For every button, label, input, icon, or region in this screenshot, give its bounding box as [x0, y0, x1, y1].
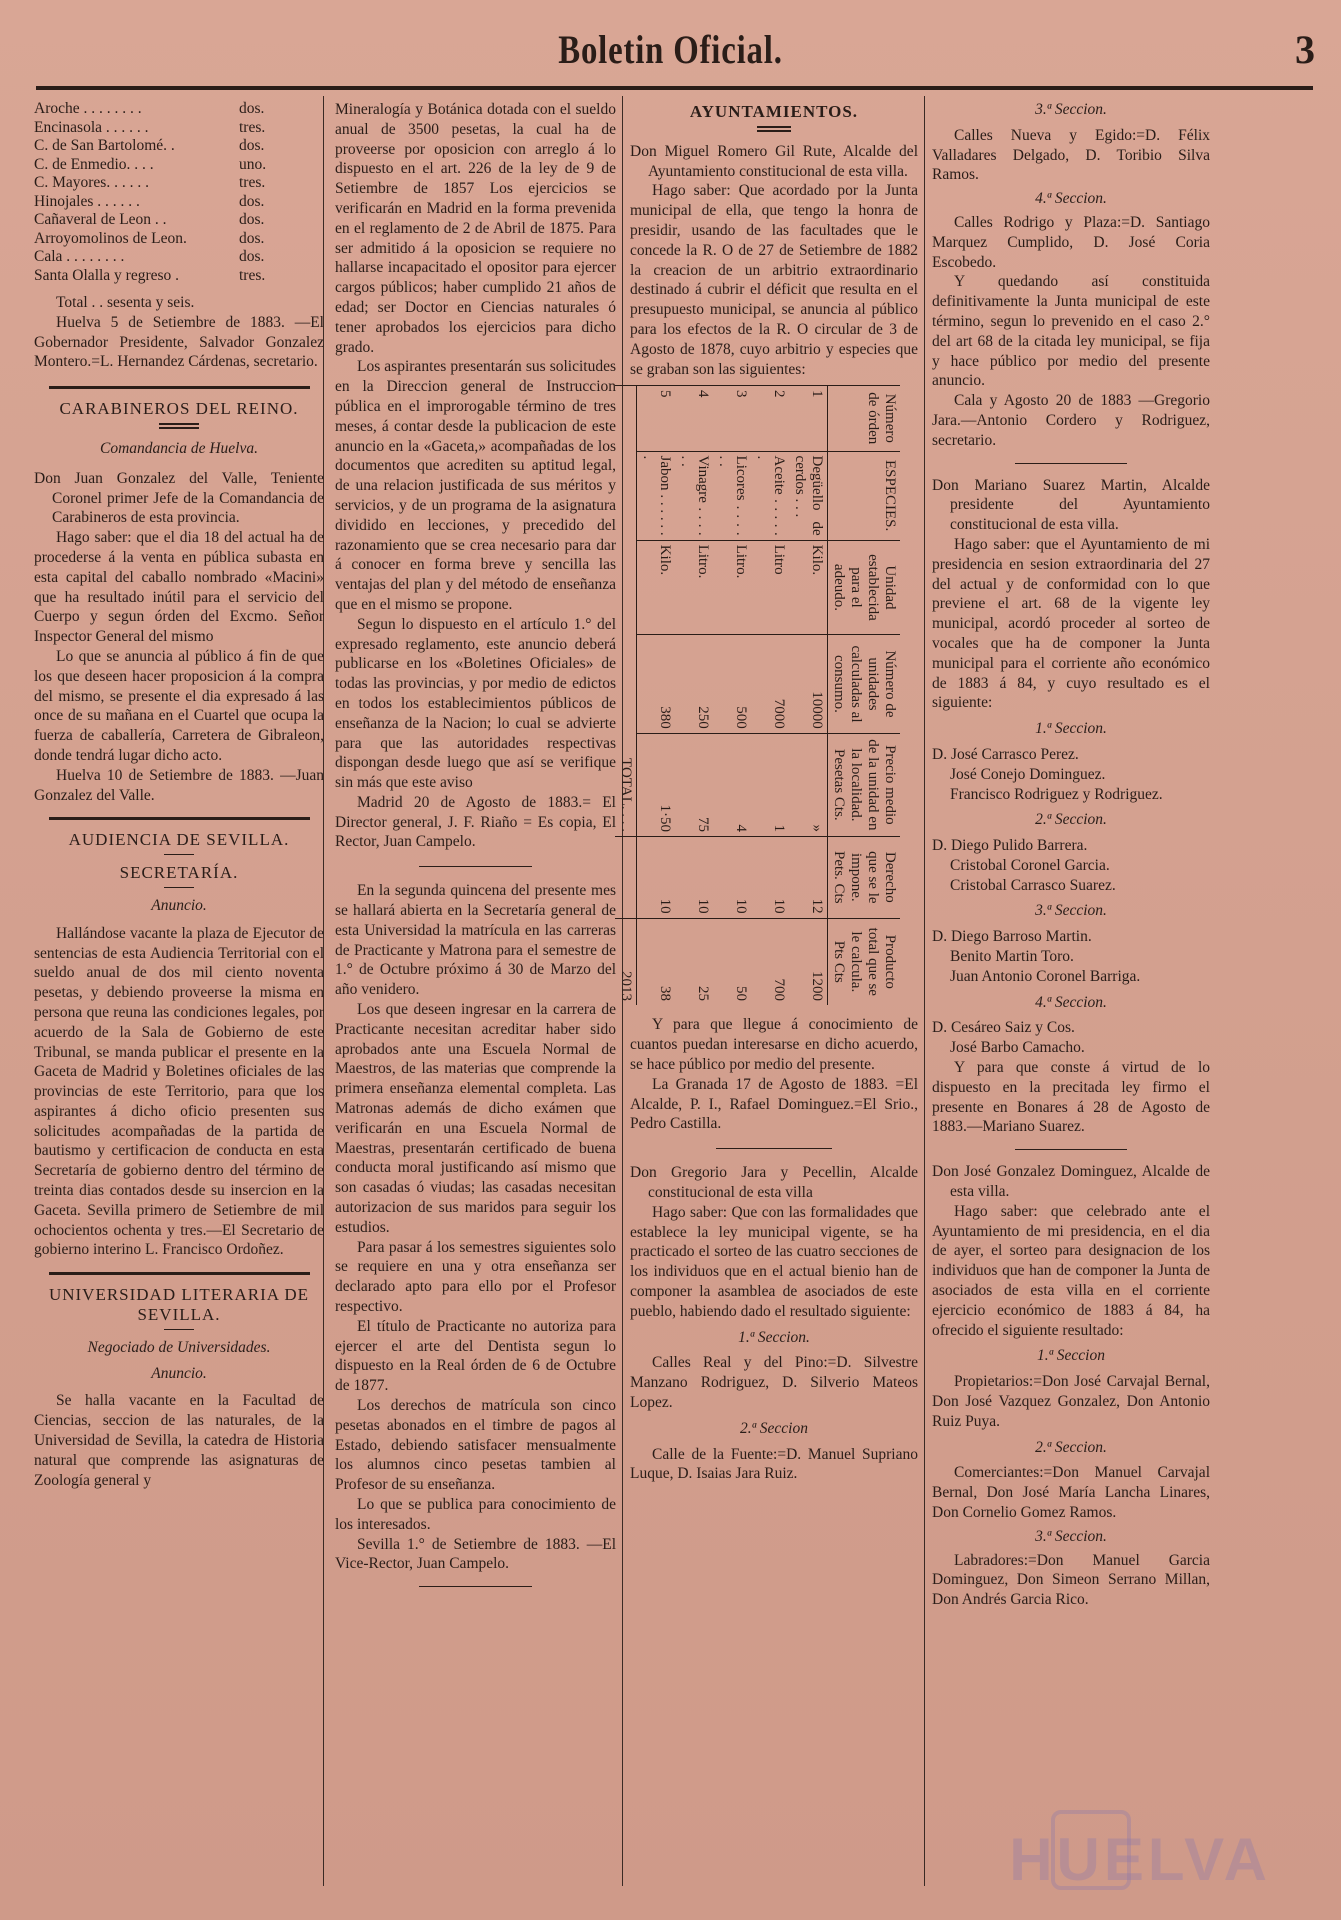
list-item: Francisco Rodriguez y Rodriguez. [950, 785, 1163, 803]
list-item: José Conejo Dominguez. [950, 765, 1106, 783]
section-rule [1015, 1149, 1126, 1150]
section-heading: SECRETARÍA. [119, 863, 239, 883]
paragraph: Calles Rodrigo y Plaza:=D. Santiago Marquez Cumplido, D. José Coria Escobedo. [932, 213, 1210, 271]
subheading: 1.ª Seccion [1037, 1347, 1105, 1365]
tax-table-rotated [618, 385, 900, 1005]
subheading: 4.ª Seccion. [1035, 993, 1107, 1011]
section-rule [49, 386, 310, 389]
paragraph: Hallándose vacante la plaza de Ejecutor de sentencias de esta Audiencia Territorial con el sueldo anual de dos mil ciento noventa pesetas, y debiendo proveerse la misma en persona que reuna las condiciones legales, por acuerdo de la Sala de Gobierno de este Tribunal, se manda publicar el presente en la Gaceta de Madrid y Boletines oficiales de las provincias de este Territorio, para que los aspirantes á dicho oficio presenten sus solicitudes acompañadas de la partida de bautismo y certificacion de conducta en esta Secretaría de gobierno dentro del término de treinta dias contados desde su insercion en la Gaceta. Sevilla primero de Setiembre de mil ochocientos ochenta y tres.—El Secretario de gobierno interino L. Francisco Ordoñez. [34, 924, 324, 1259]
paragraph: Calles Real y del Pino:=D. Silvestre Manzano Rodriguez, D. Silverio Mateos Lopez. [630, 1354, 918, 1411]
subheading: 2.ª Seccion. [1035, 1438, 1107, 1456]
section-rule [716, 1148, 831, 1149]
ornament-rule [164, 887, 194, 888]
section-heading: AYUNTAMIENTOS. [689, 102, 859, 121]
table-row: 5 Jabon . . . . . . . Kilo. 380 1·50 10 38 [637, 386, 676, 1006]
table-row: C. de Enmedio. . . . uno. [34, 155, 267, 173]
table-total-row [615, 386, 637, 1006]
column-header: Unidad establecida para el adeudo. [828, 541, 901, 636]
paragraph: Don Miguel Romero Gil Rute, Alcalde del Ayuntamiento constitucional de esta villa. [630, 142, 918, 180]
section-heading: AUDIENCIA DE SEVILLA. [68, 830, 290, 850]
table-row: 4 Vinagre . . . . . . Litro. 250 75 10 25 [675, 386, 713, 1006]
paragraph: Comerciantes:=Don Manuel Carvajal Bernal, Don José María Lancha Linares, Don Cornelio Gomez Ramos. [932, 1464, 1210, 1521]
section-heading: UNIVERSIDAD LITERARIA DE SEVILLA. [48, 1285, 310, 1325]
total-line: Total . . sesenta y seis. [56, 294, 195, 311]
paragraph: Lo que se anuncia al público á fin de que los que deseen hacer proposicion á la compra del mismo, se presente el dia expresado á las once de su mañana en el Cuartel que ocupa la fuerza de caballería, Carretera de Gibraleon, donde tendrá lugar dicho acto. [34, 647, 324, 764]
paragraph: Hago saber: que el Ayuntamiento de mi presidencia en sesion extraordinaria del 27 del actual y de conformidad con lo que previene el art. 68 de la vigente ley municipal, acordó proceder al sorteo de vocales que ha de componer la Junta municipal para el corriente año económico de 1883 á 84, y cuyo resultado es el siguiente: [932, 535, 1210, 712]
table-row: Cala . . . . . . . . dos. [34, 248, 265, 265]
signature: Huelva 5 de Setiembre de 1883. —El Gobernador Presidente, Salvador Gonzalez Montero.=L. Hernandez Cárdenas, secretario. [34, 313, 324, 371]
column-header: Precio medio de la unidad en la localidad. Pesetas Cts. [828, 734, 901, 837]
subheading: Anuncio. [151, 896, 207, 914]
table-row: 1 Degüello de cerdos . . . Kilo. 10000 » 12 1200 [789, 386, 828, 1006]
signature: Cala y Agosto 20 de 1883 —Gregorio Jara.—Antonio Cordero y Rodriguez, secretario. [932, 392, 1210, 449]
list-item: D. Diego Pulido Barrera. [932, 837, 1088, 855]
paragraph: Segun lo dispuesto en el artículo 1.° del expresado reglamento, este anuncio deberá publicarse en los «Boletines Oficiales» de todas las provincias, y por medio de edictos en todos los establecimientos públicos de enseñanza de la Nacion; lo cual se advierte para que las autoridades respectivas dispongan desde luego que así se verifique sin más que este aviso [335, 615, 616, 792]
table-row: Aroche . . . . . . . . dos. [34, 100, 265, 117]
table-row: 3 Licores . . . . . . Litro. 500 4 10 50 [713, 386, 751, 1006]
paragraph: Labradores:=Don Manuel Garcia Dominguez, Don Simeon Serrano Millan, Don Andrés Garcia Rico. [932, 1551, 1210, 1609]
total-value: 2013 [615, 919, 637, 1006]
paragraph: Calles Nueva y Egido:=D. Félix Valladares Delgado, D. Toribio Silva Ramos. [932, 126, 1210, 184]
table-row: Santa Olalla y regreso . tres. [34, 266, 266, 284]
table-row: 2 Aceite . . . . . . Litro 7000 1 10 700 [751, 386, 789, 1006]
table-row: Encinasola . . . . . . tres. [34, 118, 266, 136]
paragraph: Para pasar á los semestres siguientes solo se requiere en una y otra enseñanza ser declarado apto para ello por el Profesor respectivo. [335, 1238, 616, 1316]
page-title: Boletin Oficial. [558, 27, 783, 72]
subheading: 2.ª Seccion. [1035, 811, 1107, 829]
towns-table [34, 100, 324, 285]
page-number: 3 [1295, 27, 1315, 72]
subheading: 3.ª Seccion. [1035, 101, 1107, 118]
paragraph: Los que deseen ingresar en la carrera de Practicante necesitan acreditar haber sido aprobados ante una Escuela Normal de Maestros, de las materias que comprende la primera enseñanza elemental completa. Las Matronas además de dicho exámen que verificarán en una Escuela Normal de Maestras, presentarán certificado de buena conducta moral justificando así mismo que son casadas ó viudas; las casadas necesitan autorizacion de sus maridos para seguir los estudios. [335, 1001, 616, 1236]
list-item: Cristobal Coronel Garcia. [950, 856, 1110, 874]
paragraph: Los aspirantes presentarán sus solicitudes en la Direccion general de Instruccion pública en el improrogable término de tres meses, á contar desde la publicacion de este anuncio en la «Gaceta,» acompañadas de los documentos que acrediten su aptitud legal, de una relacion justificada de sus méritos y servicios, y de un programa de la asignatura dividido en lecciones, y precedido del razonamiento que se crea necesario para dar á conocer en forma breve y sencilla las ventajas del plan y del método de enseñanza que en el mismo se propone. [335, 358, 616, 613]
list-item: Cristobal Carrasco Suarez. [950, 876, 1116, 894]
section-rule [49, 1272, 310, 1275]
paragraph: Hago saber: que el dia 18 del actual ha de procederse á la venta en pública subasta en esta capital del caballo nombrado «Macini» que ha resultado inútil para el servicio del Cuerpo y segun órden del Excmo. Señor Inspector General del mismo [34, 529, 324, 646]
signature: Sevilla 1.° de Setiembre de 1883. —El Vice-Rector, Juan Campelo. [335, 1535, 616, 1573]
column-header: Producto total que se le calcula. Pts Cts [828, 919, 901, 1006]
column-header: ESPECIES. [828, 451, 901, 540]
list-item: D. Diego Barroso Martin. [932, 928, 1092, 946]
paragraph: Don José Gonzalez Dominguez, Alcalde de esta villa. [932, 1163, 1210, 1201]
paragraph: Y para que llegue á conocimiento de cuantos puedan interesarse en dicho acuerdo, se hace público por medio del presente. [630, 1016, 918, 1073]
column-3 [618, 100, 918, 1910]
section-rule [49, 817, 310, 820]
column-divider [924, 96, 925, 1886]
subheading: 3.ª Seccion. [1035, 1527, 1107, 1545]
column-header: Número de unidades calculadas al consumo. [828, 635, 901, 733]
paragraph: Hago saber: Que acordado por la Junta municipal de ella, que tengo la honra de presidir, usando de las facultades que le concede la R. O de 27 de Setiembre de 1882 la creacion de un arbitrio extraordinario destinado á cubrir el déficit que resulta en el presupuesto municipal, se anuncia al público para los efectos de la R. O circular de 3 de Agosto de 1878, cuyo arbitrio y especies que se graban son las siguientes: [630, 182, 918, 378]
paragraph: Lo que se publica para conocimiento de los interesados. [335, 1495, 616, 1533]
subheading: 1.ª Seccion. [1035, 720, 1107, 738]
signature: Madrid 20 de Agosto de 1883.= El Director general, J. F. Riaño = Es copia, El Rector, Juan Campelo. [335, 793, 616, 851]
column-header: Derecho que se le impone. Pets. Cts [828, 837, 901, 919]
paragraph: Don Juan Gonzalez del Valle, Teniente Coronel primer Jefe de la Comandancia de Carabineros de esta provincia. [34, 469, 324, 527]
paragraph: Calle de la Fuente:=D. Manuel Supriano Luque, D. Isaias Jara Ruiz. [630, 1445, 918, 1483]
list-item: Benito Martin Toro. [950, 948, 1074, 966]
list-item: D. José Carrasco Perez. [932, 745, 1079, 763]
table-row: Arroyomolinos de Leon. dos. [34, 229, 265, 247]
header-rule [36, 86, 1313, 90]
subheading: Negociado de Universidades. [87, 1338, 271, 1356]
list-item: Juan Antonio Coronel Barriga. [950, 967, 1141, 985]
column-2 [335, 100, 616, 1910]
total-label: TOTAL. . . . [615, 386, 637, 837]
table-row: Hinojales . . . . . . dos. [34, 192, 265, 210]
tax-table [615, 385, 900, 1005]
table-header-row [828, 386, 901, 1006]
table-row: C. de San Bartolomé. . dos. [34, 137, 265, 154]
ornament-rule [159, 423, 199, 429]
ornament-rule [164, 854, 194, 855]
paragraph: Se halla vacante en la Facultad de Ciencias, seccion de las naturales, de la Universidad de Sevilla, la catedra de Historia natural que comprende las asignaturas de Zoología general y [34, 1392, 324, 1489]
masthead [0, 22, 1341, 78]
column-4 [932, 100, 1210, 1910]
column-1 [34, 100, 324, 1910]
paragraph: Hago saber: que celebrado ante el Ayuntamiento de mi presidencia, en el dia de ayer, el sorteo para designacion de los individuos que han de componer la Junta de asociados de esta villa en el corriente ejercicio económico de 1883 á 84, ha ofrecido el siguiente resultado: [932, 1202, 1210, 1339]
tax-table-wrapper [618, 385, 918, 1005]
table-row: C. Mayores. . . . . . tres. [34, 174, 266, 191]
watermark: HUELVA [1009, 1826, 1271, 1893]
section-rule [1015, 463, 1126, 464]
list-item: D. Cesáreo Saiz y Cos. [932, 1019, 1075, 1037]
paragraph: El título de Practicante no autoriza para ejercer el arte del Dentista segun lo dispuesto en la Real órden de 6 de Octubre de 1877. [335, 1317, 616, 1395]
subheading: 1.ª Seccion. [738, 1328, 810, 1346]
subheading: Comandancia de Huelva. [100, 439, 258, 457]
paragraph: Mineralogía y Botánica dotada con el sueldo anual de 3500 pesetas, la cual ha de proveerse por oposicion con arreglo á lo dispuesto en el art. 226 de la ley de 9 de Setiembre de 1857 Los ejercicios se verificarán en Madrid en la forma prevenida en el reglamento de 2 de Abril de 1875. Para ser admitido á la oposicion se requiere no hallarse incapacitado el opositor para ejercer cargos públicos; haber cumplido 21 años de edad; ser Doctor en Ciencias naturales ó tener aprobados los ejercicios para dicho grado. [335, 101, 616, 356]
subheading: Anuncio. [151, 1364, 207, 1382]
subheading: 2.ª Seccion [740, 1419, 808, 1437]
paragraph: Los derechos de matrícula son cinco pesetas abonados en el timbre de pagos al Estado, debiendo satisfacer mensualmente los alumnos cinco pesetas tambien al Profesor de su enseñanza. [335, 1397, 616, 1494]
signature: Huelva 10 de Setiembre de 1883. —Juan Gonzalez del Valle. [34, 766, 324, 804]
paragraph: Y para que conste á virtud de lo dispuesto en la precitada ley firmo el presente en Bonares á 28 de Agosto de 1883.—Mariano Suarez. [932, 1059, 1210, 1136]
ornament-rule [757, 126, 791, 132]
paragraph: Propietarios:=Don José Carvajal Bernal, Don José Vazquez Gonzalez, Don Antonio Ruiz Puya. [932, 1373, 1210, 1430]
signature: La Granada 17 de Agosto de 1883. =El Alcalde, P. I., Rafael Dominguez.=El Srio., Pedro Castilla. [630, 1075, 918, 1133]
paragraph: Y quedando así constituida definitivamente la Junta municipal de este término, segun lo prevenido en el caso 2.° del art 68 de la citada ley municipal, se fija y hace público por medio del presente anuncio. [932, 273, 1210, 390]
subheading: 3.ª Seccion. [1035, 902, 1107, 920]
paragraph: Hago saber: Que con las formalidades que establece la ley municipal vigente, se ha practicado el sorteo de las cuatro secciones de los individuos que en el actual bienio han de componer la asamblea de asociados de este pueblo, habiendo dado el resultado siguiente: [630, 1203, 918, 1320]
paragraph: Don Gregorio Jara y Pecellin, Alcalde constitucional de esta villa [630, 1164, 918, 1201]
ornament-rule [164, 1329, 194, 1330]
paragraph: En la segunda quincena del presente mes se hallará abierta en la Secretaría general de esta Universidad la matrícula en las carreras de Practicante y Matrona para el semestre de 1.° de Octubre próximo á 30 de Marzo del año venidero. [335, 882, 616, 999]
paragraph: Don Mariano Suarez Martin, Alcalde presidente del Ayuntamiento constitucional de esta villa. [932, 476, 1210, 534]
column-header: Número de órden [828, 386, 901, 452]
section-rule [419, 1586, 531, 1587]
section-heading: CARABINEROS DEL REINO. [59, 399, 299, 419]
section-rule [419, 866, 531, 867]
list-item: José Barbo Camacho. [950, 1039, 1085, 1057]
subheading: 4.ª Seccion. [1035, 190, 1107, 208]
table-row: Cañaveral de Leon . . dos. [34, 211, 265, 228]
